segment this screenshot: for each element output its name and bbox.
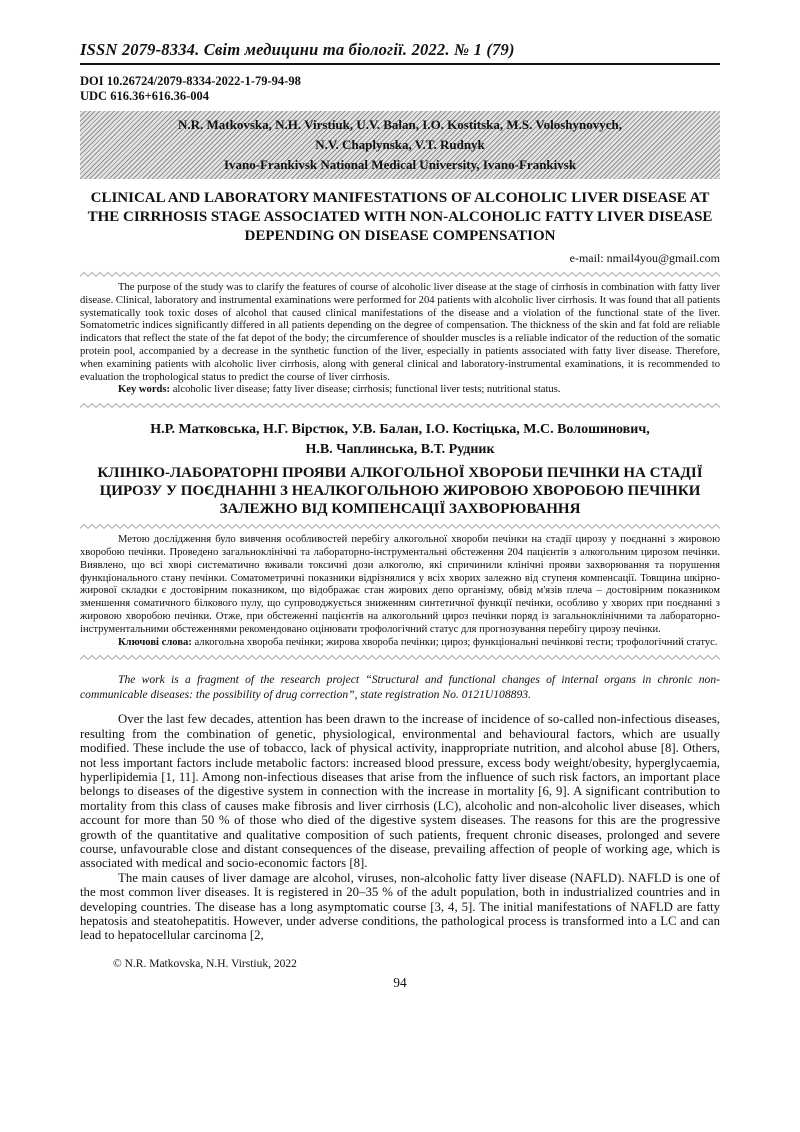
body-text bbox=[80, 712, 720, 943]
article-title-ua: КЛІНІКО-ЛАБОРАТОРНІ ПРОЯВИ АЛКОГОЛЬНОЇ ХВОРОБИ ПЕЧІНКИ НА СТАДІЇ ЦИРОЗУ У ПОЄДНАННІ З НЕАЛКОГОЛЬНОЮ ЖИРОВОЮ ХВОРОБОЮ ПЕЧІНКИ ЗАЛЕЖНО ВІД КОМПЕНСАЦІЇ ЗАХВОРЮВАННЯ bbox=[97, 465, 703, 518]
doi-udc-block bbox=[80, 74, 720, 104]
authors-ua bbox=[80, 420, 720, 460]
udc-line: UDC 616.36+616.36-004 bbox=[80, 89, 209, 103]
keywords-en: alcoholic liver disease; fatty liver disease; cirrhosis; functional liver tests; nutritional status. bbox=[172, 384, 561, 396]
journal-header: ISSN 2079-8334. Світ медицини та біології. 2022. № 1 (79) bbox=[80, 40, 720, 65]
zigzag-separator bbox=[80, 654, 720, 661]
body-paragraph-1: Over the last few decades, attention has been drawn to the increase of incidence of so-called non-infectious diseases, resulting from the combination of genetic, physiological, environmental and behavioural factors, which are usually modified. These include the use of tobacco, lack of physical activity, inappropriate nutrition, and alcohol abuse [8]. Others, not less important factors include metabolic factors: increased blood pressure, excess body weight/obesity, hyperglycaemia, hyperlipidemia [1, 11]. Among non-infectious diseases that arise from the influence of such risk factors, an important place belongs to diseases of the digestive system in connection with the increase in mortality [6, 9]. A significant contribution to mortality from this class of causes make fibrosis and liver cirrhosis (LC), alcoholic and non-alcoholic liver diseases, which account for more than 50 % of those who died of the digestive system diseases. The reasons for this are the progressive growth of the quantitative and qualitative composition of such patients, frequent chronic diseases, prolonged and severe course, unfavourable close and distant consequences of the disease, prevailing affection of people of working age, which is associated with medical and socio-economic factors [8]. bbox=[80, 712, 720, 871]
article-title-en: CLINICAL AND LABORATORY MANIFESTATIONS OF ALCOHOLIC LIVER DISEASE AT THE CIRRHOSIS STAGE ASSOCIATED WITH NON-ALCOHOLIC FATTY LIVER DISEASE DEPENDING ON DISEASE COMPENSATION bbox=[87, 190, 713, 244]
keywords-label-en: Key words: bbox=[118, 384, 173, 396]
keywords-label-ua: Ключові слова: bbox=[118, 636, 195, 648]
abstract-ua bbox=[80, 534, 720, 649]
zigzag-separator bbox=[80, 402, 720, 409]
affiliation-en: Ivano-Frankivsk National Medical University, Ivano-Frankivsk bbox=[223, 157, 577, 172]
page-number: 94 bbox=[393, 974, 407, 990]
authors-box-en bbox=[80, 111, 720, 179]
body-paragraph-2: The main causes of liver damage are alcohol, viruses, non-alcoholic fatty liver disease (NAFLD). NAFLD is one of the most common liver diseases. It is registered in 20–35 % of the adult population, both in industrialized countries and in developing countries. The disease has a long asymptomatic course [3, 4, 5]. The initial manifestations of NAFLD are fatty hepatosis and steatohepatitis. However, under adverse conditions, the pathological process is transformed into a LC and can lead to hepatocellular carcinoma [2, bbox=[80, 870, 720, 943]
zigzag-separator bbox=[80, 271, 720, 278]
abstract-ua-keywords bbox=[80, 637, 720, 650]
footer-copyright: © N.R. Matkovska, N.H. Virstiuk, 2022 bbox=[113, 957, 297, 970]
keywords-ua: алкогольна хвороба печінки; жирова хвороба печінки; цироз; функціональні печінкові тести; трофологічний статус. bbox=[194, 636, 718, 648]
authors-en-line1: N.R. Matkovska, N.H. Virstiuk, U.V. Balan, I.O. Kostitska, M.S. Voloshynovych, bbox=[177, 117, 622, 132]
zigzag-separator bbox=[80, 523, 720, 530]
abstract-en-keywords bbox=[80, 384, 720, 397]
authors-ua-line2: Н.В. Чаплинська, В.Т. Рудник bbox=[305, 442, 495, 458]
abstract-ua-text: Метою дослідження було вивчення особливостей перебігу алкогольної хвороби печінки на стадії цирозу у поєднанні з жировою хворобою печінки. Проведено загальноклінічні та лабораторно-інструментальні обстеження 204 пацієнтів з алкогольним цирозом печінки. Виявлено, що всі хворі систематично вживали токсичні дози алкоголю, які спричинили клінічні прояви захворювання та порушення функціонального стану печінки. Соматометричні показники відрізнялися у всіх хворих залежно від ступеня компенсації. Товщина шкірно-жирової складки є достовірним показником, що відображає стан жирових депо організму, обвід м'язів плеча – достовірним показником зменшення соматичного білкового пулу, що супроводжується зниженням синтетичної функції печінки, особливо у хворих при поєднанні з жировою хворобою печінки. Отже, при обстеженні пацієнтів на алкогольний цироз печінки поряд із загальноклінічними та лабораторно-інструментальними обстеженнями рекомендовано оцінювати трофологічний статус для прогнозування перебігу цирозу печінки. bbox=[80, 534, 720, 635]
research-project-note: The work is a fragment of the research project “Structural and functional changes of internal organs in chronic non-communicable diseases: the possibility of drug correction”, state registration No. 0121U108893. bbox=[80, 673, 720, 701]
authors-en-line2: N.V. Chaplynska, V.T. Rudnyk bbox=[315, 137, 485, 152]
email-line: e-mail: nmail4you@gmail.com bbox=[569, 251, 720, 265]
abstract-en bbox=[80, 282, 720, 397]
doi-line: DOI 10.26724/2079-8334-2022-1-79-94-98 bbox=[80, 74, 301, 88]
abstract-en-text: The purpose of the study was to clarify the features of course of alcoholic liver disease at the stage of cirrhosis in combination with fatty liver disease. Clinical, laboratory and instrumental examinations were performed for 204 patients with alcoholic liver cirrhosis. It was found that all patients systematically took toxic doses of alcohol that caused clinical manifestations of the disease and a violation of the functional state of the liver. Somatometric indices significantly differed in all patients depending on the degree of compensation. The thickness of the skin and fat fold are reliable indicators that reflect the state of the fat depot of the body; the circumference of shoulder muscles is a reliable indicator of the reduction of the somatic protein pool, accompanied by a decrease in the synthetic function of the liver, especially in patients associated with fatty liver disease. Therefore, when examining patients with alcoholic liver cirrhosis, along with general clinical and laboratory-instrumental examinations, it is recommended to evaluation the trophological status to predict the course of liver cirrhosis. bbox=[80, 282, 720, 383]
authors-ua-line1: Н.Р. Матковська, Н.Г. Вірстюк, У.В. Балан, І.О. Костіцька, М.С. Волошинович, bbox=[150, 422, 650, 438]
